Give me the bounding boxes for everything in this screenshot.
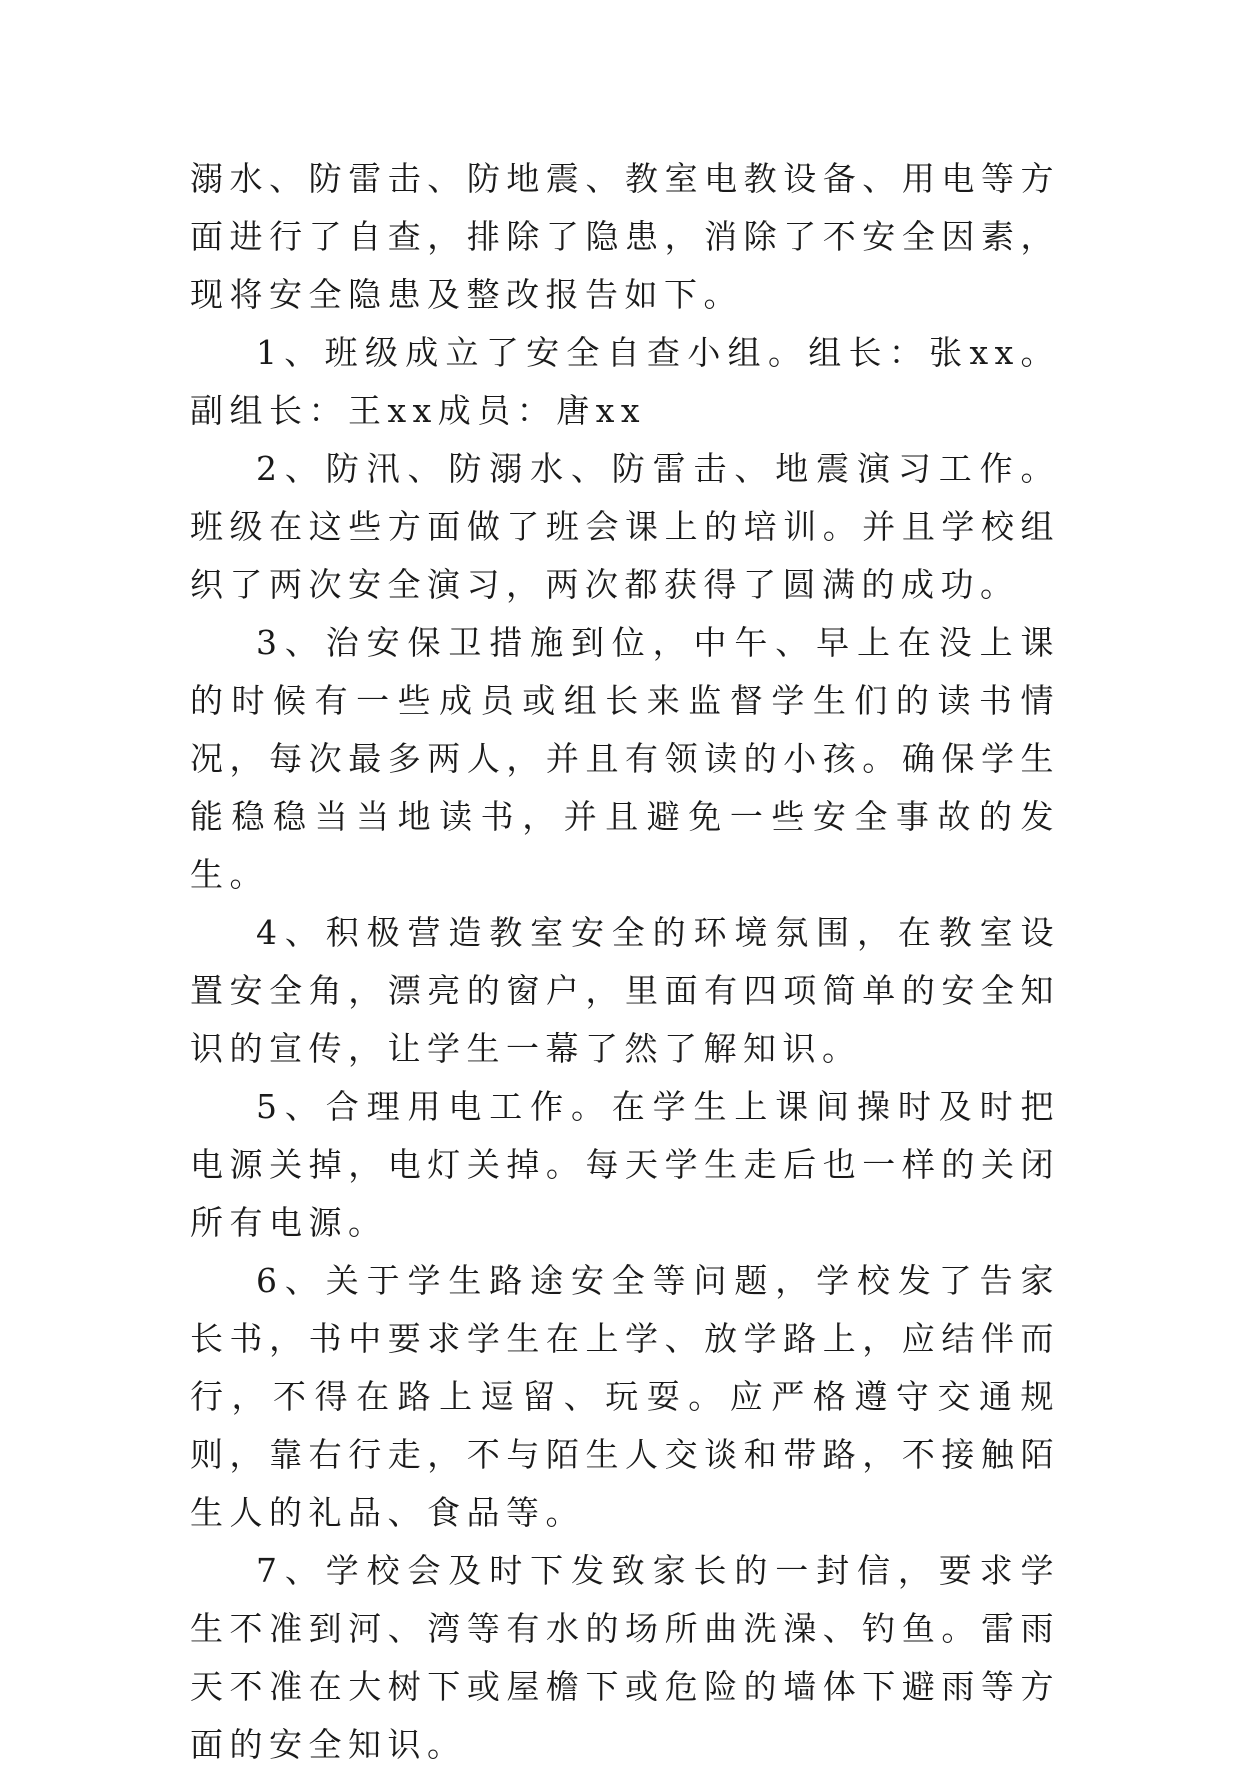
paragraph-item-3: 3、治安保卫措施到位，中午、早上在没上课的时候有一些成员或组长来监督学生们的读书情况，每次最多两人，并且有领读的小孩。确保学生能稳稳当当地读书，并且避免一些安全事故的发生。 [190, 623, 1060, 894]
paragraph-item-2: 2、防汛、防溺水、防雷击、地震演习工作。班级在这些方面做了班会课上的培训。并且学校组织了两次安全演习，两次都获得了圆满的成功。 [190, 449, 1060, 604]
paragraph-item-5: 5、合理用电工作。在学生上课间操时及时把电源关掉，电灯关掉。每天学生走后也一样的关闭所有电源。 [190, 1087, 1060, 1242]
paragraph-item-7: 7、学校会及时下发致家长的一封信，要求学生不准到河、湾等有水的场所曲洗澡、钓鱼。雷雨天不准在大树下或屋檐下或危险的墙体下避雨等方面的安全知识。 [190, 1551, 1060, 1764]
paragraph-item-4: 4、积极营造教室安全的环境氛围，在教室设置安全角，漂亮的窗户，里面有四项简单的安全知识的宣传，让学生一幕了然了解知识。 [190, 913, 1060, 1068]
document-body [190, 150, 1060, 1774]
paragraph-item-1: 1、班级成立了安全自查小组。组长：张xx。副组长：王xx成员：唐xx [190, 333, 1060, 430]
paragraph-item-6: 6、关于学生路途安全等问题，学校发了告家长书，书中要求学生在上学、放学路上，应结伴而行，不得在路上逗留、玩耍。应严格遵守交通规则，靠右行走，不与陌生人交谈和带路，不接触陌生人的礼品、食品等。 [190, 1261, 1060, 1532]
paragraph-intro-continuation: 溺水、防雷击、防地震、教室电教设备、用电等方面进行了自查，排除了隐患，消除了不安全因素，现将安全隐患及整改报告如下。 [190, 159, 1060, 314]
